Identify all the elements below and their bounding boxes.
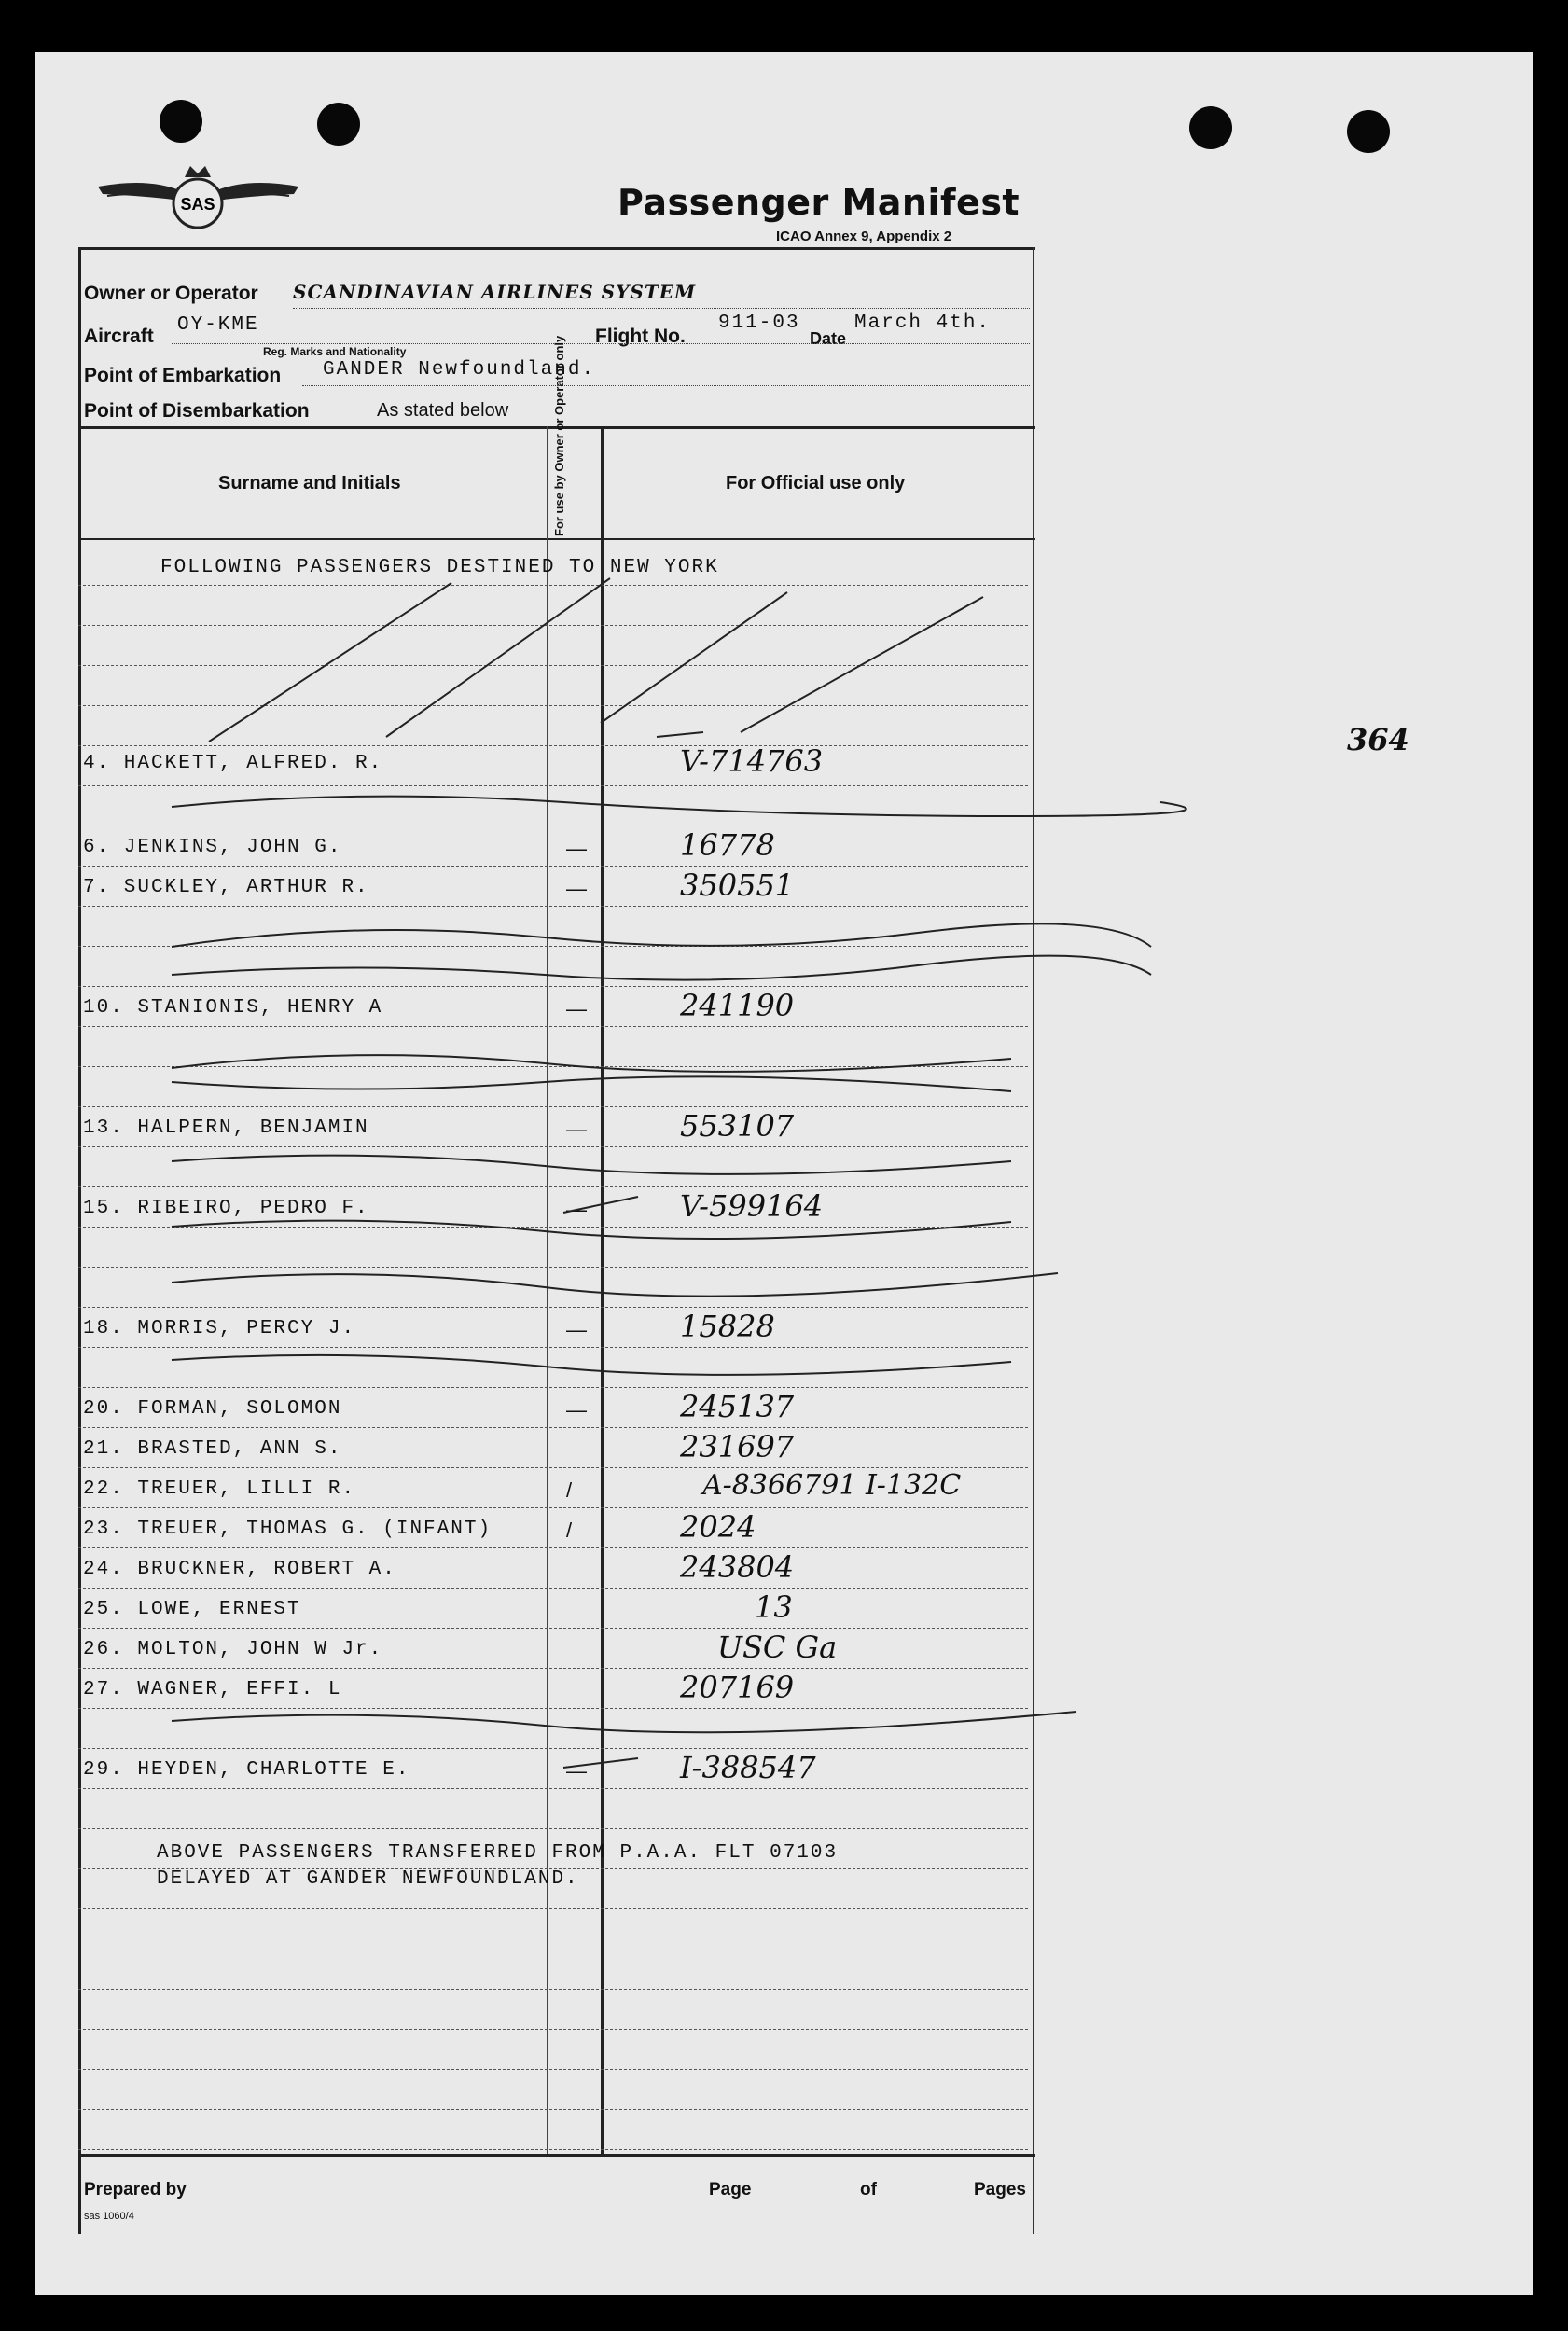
passenger-official-entry: 2024 <box>680 1509 756 1545</box>
intro-line: FOLLOWING PASSENGERS DESTINED TO NEW YORK <box>160 557 719 578</box>
transfer-note-line-1: ABOVE PASSENGERS TRANSFERRED FROM P.A.A. FLT 07103 <box>157 1842 839 1864</box>
owner-use-column-header: For use by Owner or Operator only <box>552 335 566 536</box>
passenger-official-entry: A-8366791 I-132C <box>702 1469 962 1502</box>
embark-label: Point of Embarkation <box>84 365 282 386</box>
pages-label: Pages <box>974 2180 1026 2199</box>
passenger-official-entry: 243804 <box>680 1549 795 1585</box>
margin-page-number: 364 <box>1347 722 1409 757</box>
passenger-official-entry: 245137 <box>680 1389 795 1424</box>
passenger-name: 25. LOWE, ERNEST <box>83 1599 301 1620</box>
passenger-official-entry: V-714763 <box>680 743 824 779</box>
page-subtitle: ICAO Annex 9, Appendix 2 <box>776 229 952 244</box>
punch-hole <box>160 100 202 143</box>
punch-hole <box>317 103 360 146</box>
punch-hole <box>1347 110 1390 153</box>
passenger-name: 7. SUCKLEY, ARTHUR R. <box>83 877 369 898</box>
date-value: March 4th. <box>854 312 992 334</box>
page-title: Passenger Manifest <box>617 182 1020 223</box>
strike-through-marks <box>78 173 1198 1852</box>
prepared-by-label: Prepared by <box>84 2180 187 2199</box>
passenger-official-entry: 16778 <box>680 827 775 863</box>
aircraft-label: Aircraft <box>84 326 154 347</box>
footer-rule <box>78 2154 1035 2157</box>
check-mark: — <box>566 1318 587 1341</box>
aircraft-sub-label: Reg. Marks and Nationality <box>263 345 407 358</box>
passenger-name: 18. MORRIS, PERCY J. <box>83 1318 356 1339</box>
check-mark: — <box>566 997 587 1020</box>
passenger-name: 21. BRASTED, ANN S. <box>83 1438 342 1460</box>
passenger-name: 22. TREUER, LILLI R. <box>83 1478 356 1500</box>
passenger-official-entry: 241190 <box>680 988 795 1023</box>
punch-hole <box>1189 106 1232 149</box>
passenger-official-entry: 350551 <box>680 867 795 903</box>
passenger-official-entry: 553107 <box>680 1108 795 1144</box>
date-label: Date <box>810 329 847 348</box>
embark-value: GANDER Newfoundland. <box>323 359 596 381</box>
disembark-label: Point of Disembarkation <box>84 400 310 422</box>
passenger-name: 29. HEYDEN, CHARLOTTE E. <box>83 1759 410 1781</box>
flight-label: Flight No. <box>595 326 686 347</box>
disembark-value: As stated below <box>377 400 509 421</box>
passenger-official-entry: 207169 <box>680 1670 795 1705</box>
aircraft-value: OY-KME <box>177 314 259 336</box>
passenger-name: 10. STANIONIS, HENRY A <box>83 997 383 1019</box>
passenger-name: 6. JENKINS, JOHN G. <box>83 837 342 858</box>
transfer-note-line-2: DELAYED AT GANDER NEWFOUNDLAND. <box>157 1868 579 1890</box>
passenger-official-entry: 13 <box>755 1589 793 1625</box>
passenger-name: 20. FORMAN, SOLOMON <box>83 1398 342 1420</box>
page-label: Page <box>709 2180 752 2199</box>
passenger-official-entry: I-388547 <box>680 1750 816 1785</box>
passenger-name: 15. RIBEIRO, PEDRO F. <box>83 1198 369 1219</box>
passenger-official-entry: 231697 <box>680 1429 795 1464</box>
owner-value: SCANDINAVIAN AIRLINES SYSTEM <box>293 281 697 303</box>
passenger-name: 23. TREUER, THOMAS G. (INFANT) <box>83 1519 493 1540</box>
check-mark: — <box>566 1398 587 1422</box>
check-mark: / <box>566 1478 573 1502</box>
passenger-official-entry: USC Ga <box>717 1630 838 1665</box>
check-mark: — <box>566 1759 587 1783</box>
passenger-name: 4. HACKETT, ALFRED. R. <box>83 753 383 774</box>
svg-text:SAS: SAS <box>180 195 215 214</box>
manifest-form <box>78 173 1035 2239</box>
of-label: of <box>860 2180 877 2199</box>
passenger-name: 24. BRUCKNER, ROBERT A. <box>83 1559 396 1580</box>
passenger-name: 13. HALPERN, BENJAMIN <box>83 1117 369 1139</box>
passenger-name: 26. MOLTON, JOHN W Jr. <box>83 1639 383 1660</box>
check-mark: / <box>566 1519 573 1542</box>
surname-column-header: Surname and Initials <box>218 473 401 493</box>
official-column-header: For Official use only <box>726 473 906 493</box>
owner-label: Owner or Operator <box>84 283 258 304</box>
passenger-official-entry: V-599164 <box>680 1188 824 1224</box>
check-mark: — <box>566 837 587 860</box>
passenger-official-entry: 15828 <box>680 1309 775 1344</box>
form-number: sas 1060/4 <box>84 2211 134 2222</box>
check-mark: — <box>566 877 587 900</box>
check-mark: — <box>566 1117 587 1141</box>
flight-value: 911-03 <box>718 312 800 334</box>
passenger-name: 27. WAGNER, EFFI. L <box>83 1679 342 1700</box>
check-mark: — <box>566 1198 587 1221</box>
